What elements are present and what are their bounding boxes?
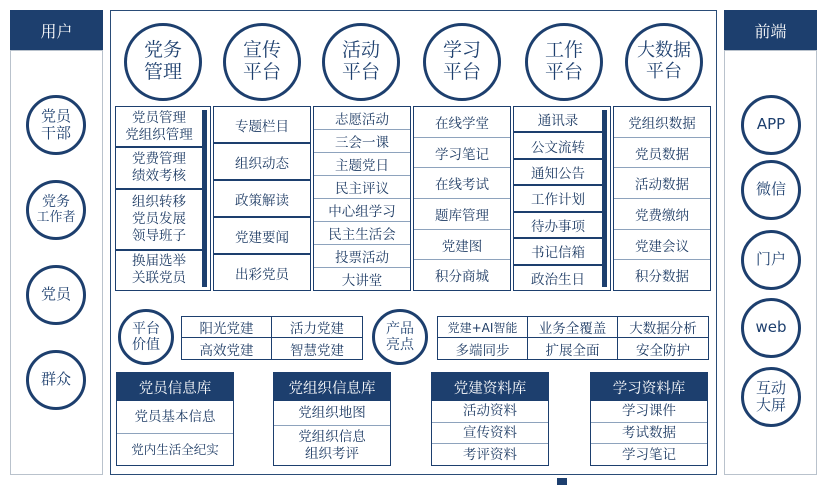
database-row-label: 学习课件 (622, 403, 676, 420)
frontend-portal[interactable]: 门户 (741, 230, 801, 290)
database-row (432, 444, 548, 465)
frontend-app[interactable]: APP (741, 95, 801, 155)
database-row (432, 423, 548, 445)
list-item[interactable]: 在线学堂 (414, 107, 510, 138)
platform-title-line: 宣传 (242, 39, 281, 62)
list-item[interactable] (116, 107, 202, 148)
column-stripe (202, 110, 207, 287)
database-learning-materials[interactable] (590, 372, 708, 466)
database-party-members[interactable] (116, 372, 234, 466)
platform-circle-big-data[interactable] (625, 23, 703, 101)
list-item[interactable]: 大讲堂 (341, 273, 383, 289)
platform-circle-party-affairs[interactable] (124, 23, 202, 101)
list-item[interactable]: 民主评议 (314, 176, 410, 199)
platform-title-line: 平台 (544, 61, 583, 83)
list-item[interactable]: 积分数据 (635, 269, 689, 286)
big-data-list (613, 106, 711, 291)
list-item[interactable]: 党建会议 (614, 230, 710, 261)
highlights-title: 产品 (386, 320, 414, 337)
list-item[interactable]: 待办事项 (514, 213, 602, 239)
list-item[interactable]: 投票活动 (314, 245, 410, 268)
user-circle-party-worker[interactable] (26, 180, 86, 240)
database-row (274, 426, 390, 465)
database-row-label: 党组织信息 (298, 429, 366, 446)
list-item-label: 领导班子 (132, 227, 186, 244)
list-item[interactable]: 民主生活会 (314, 222, 410, 245)
learning-list (413, 106, 511, 291)
platform-circle-work[interactable] (525, 23, 603, 101)
list-item[interactable]: 学习笔记 (414, 138, 510, 169)
value-item: 智慧党建 (290, 342, 344, 359)
list-item[interactable]: 志愿活动 (314, 107, 410, 130)
bottom-marker (557, 478, 567, 485)
value-item: 阳光党建 (182, 317, 272, 338)
platform-value-grid (181, 316, 363, 360)
platform-value-title: 价值 (132, 337, 160, 353)
list-item[interactable]: 活动数据 (614, 168, 710, 199)
highlight-item: 多端同步 (438, 338, 528, 359)
list-item[interactable]: 通知公告 (514, 160, 602, 186)
users-header: 用户 (10, 10, 103, 50)
platform-title-line: 管理 (143, 61, 182, 83)
column-stripe (602, 110, 607, 287)
list-item[interactable]: 题库管理 (414, 199, 510, 230)
user-label-line: 党务 (42, 194, 70, 211)
database-party-organizations[interactable] (273, 372, 391, 466)
database-row-label: 组织考评 (305, 445, 359, 462)
list-item-label: 绩效考核 (132, 167, 186, 184)
list-item[interactable]: 党组织数据 (614, 107, 710, 138)
database-row (591, 401, 707, 423)
frontend-interactive-screen[interactable] (741, 367, 801, 427)
list-item[interactable] (116, 251, 202, 290)
platform-title-line: 平台 (442, 61, 481, 83)
list-item[interactable]: 党建图 (414, 230, 510, 261)
platform-circle-learning[interactable] (423, 23, 501, 101)
user-circle-party-cadre[interactable] (26, 95, 86, 155)
list-item-label: 党员管理 (132, 109, 186, 126)
frontend-wechat[interactable]: 微信 (741, 160, 801, 220)
list-item[interactable]: 党费缴纳 (614, 199, 710, 230)
list-item[interactable]: 出彩党员 (235, 266, 289, 283)
frontend-web[interactable]: web (741, 298, 801, 358)
frontend-header: 前端 (724, 10, 817, 50)
database-row-label: 考试数据 (622, 424, 676, 441)
list-item[interactable]: 中心组学习 (314, 199, 410, 222)
list-item[interactable]: 公文流转 (514, 133, 602, 159)
work-list (513, 106, 611, 291)
database-title: 党员信息库 (117, 373, 233, 401)
list-item[interactable]: 在线考试 (414, 168, 510, 199)
user-label-line: 工作者 (36, 209, 76, 225)
database-row (274, 401, 390, 426)
list-item[interactable]: 专题栏目 (214, 107, 310, 144)
value-item: 高效党建 (182, 338, 272, 359)
list-item[interactable] (116, 190, 202, 251)
platform-circle-publicity[interactable] (223, 23, 301, 101)
database-row (117, 401, 233, 434)
value-item: 活力党建 (272, 317, 362, 338)
list-item-label: 关联党员 (132, 270, 186, 287)
platform-title-line: 活动 (341, 39, 380, 62)
list-item[interactable]: 书记信箱 (514, 239, 602, 265)
platform-title-line: 平台 (646, 61, 682, 82)
activity-list (313, 106, 411, 291)
user-circle-masses[interactable] (26, 350, 86, 410)
database-row-label: 考评资料 (463, 446, 517, 463)
highlight-item: 党建+AI智能 (438, 317, 528, 338)
highlight-item: 大数据分析 (618, 317, 708, 338)
user-circle-party-member[interactable] (26, 265, 86, 325)
database-title: 学习资料库 (591, 373, 707, 401)
list-item[interactable] (116, 148, 202, 189)
database-row-label: 党组织地图 (298, 405, 366, 422)
platform-title-line: 工作 (544, 39, 583, 62)
list-item[interactable]: 党员数据 (614, 138, 710, 169)
highlight-item: 安全防护 (636, 342, 690, 359)
database-row-label: 活动资料 (463, 403, 517, 420)
user-label-line: 群众 (40, 370, 71, 389)
database-title: 党组织信息库 (274, 373, 390, 401)
platform-value-title: 平台 (132, 320, 160, 337)
platform-title-line: 学习 (442, 39, 481, 62)
list-item[interactable]: 主题党日 (314, 153, 410, 176)
list-item-label: 党员发展 (132, 210, 186, 227)
user-label-line: 党员 (40, 106, 71, 125)
list-item[interactable]: 三会一课 (314, 130, 410, 153)
platform-title-line: 平台 (242, 61, 281, 83)
database-row (591, 423, 707, 445)
highlight-item: 扩展全面 (528, 338, 618, 359)
user-label-line: 党员 (40, 285, 71, 304)
list-item[interactable]: 通讯录 (514, 107, 602, 133)
list-item-label: 换届选举 (132, 253, 186, 270)
platform-value-circle (118, 309, 174, 365)
database-row (432, 401, 548, 423)
list-item[interactable]: 政治生日 (531, 271, 585, 288)
list-item[interactable]: 组织动态 (214, 144, 310, 181)
database-row-label: 学习笔记 (622, 446, 676, 463)
platform-title-line: 平台 (341, 61, 380, 83)
publicity-list (213, 106, 311, 291)
platform-title-line: 党务 (143, 39, 182, 62)
platform-circle-activity[interactable] (322, 23, 400, 101)
database-row-label: 宣传资料 (463, 424, 517, 441)
platform-title-line: 大数据 (637, 40, 691, 62)
highlight-item: 业务全覆盖 (528, 317, 618, 338)
database-row (117, 434, 233, 466)
product-highlights-circle (372, 309, 428, 365)
list-item-label: 党费管理 (132, 151, 186, 168)
database-title: 党建资料库 (432, 373, 548, 401)
frontend-label: 互动大屏 (755, 378, 786, 414)
party-affairs-list (115, 106, 211, 291)
list-item[interactable]: 政策解读 (214, 181, 310, 218)
user-label-line: 干部 (40, 124, 71, 142)
highlights-title: 亮点 (386, 337, 414, 353)
database-row (591, 444, 707, 465)
database-party-materials[interactable] (431, 372, 549, 466)
database-row-label: 党员基本信息 (134, 408, 216, 425)
list-item-label: 党组织管理 (125, 126, 193, 143)
list-item-label: 组织转移 (132, 193, 186, 210)
database-row-label: 党内生活全纪实 (131, 441, 219, 457)
list-item[interactable]: 党建要闻 (214, 218, 310, 255)
list-item[interactable]: 积分商城 (435, 269, 489, 286)
product-highlights-grid (437, 316, 709, 360)
list-item[interactable]: 工作计划 (514, 186, 602, 212)
